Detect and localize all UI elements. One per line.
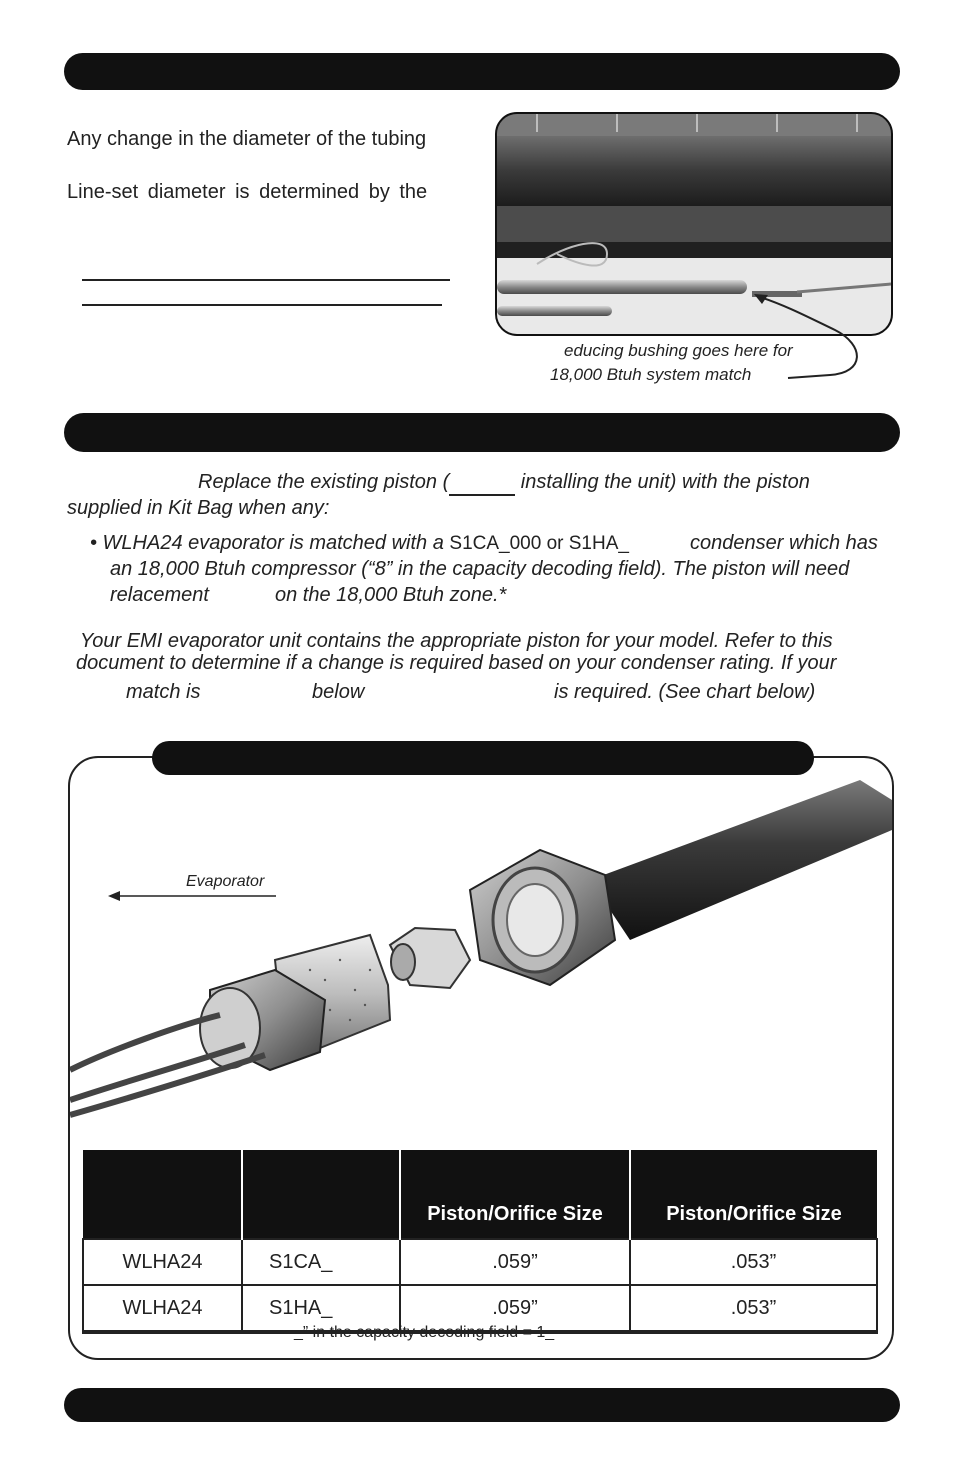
note-line-2: document to determine if a change is required based on your condenser rating. If your	[76, 652, 837, 674]
section1-line-2: Line-set diameter is determined by the	[67, 181, 428, 203]
replace-piston-line-1	[198, 471, 810, 496]
fill-in-line-2	[82, 304, 442, 306]
replace-piston-text-b: installing the unit) with the piston	[515, 471, 810, 493]
section-header-bar-2	[64, 413, 900, 452]
table-header-cell	[83, 1150, 242, 1239]
table-cell: WLHA24	[83, 1239, 242, 1285]
table-header-cell	[242, 1150, 400, 1239]
callout-arrow	[740, 285, 870, 385]
note-line-3b: below	[312, 681, 365, 703]
replace-piston-line-2: supplied in Kit Bag when any:	[67, 497, 330, 519]
section-header-bar-1	[64, 53, 900, 90]
table-cell: .059”	[400, 1285, 630, 1332]
bullet-or: or	[541, 533, 569, 554]
note-line-1: Your EMI evaporator unit contains the appropriate piston for your model. Refer to this	[80, 630, 833, 652]
bullet-line-2: an 18,000 Btuh compressor (“8” in the capacity decoding field). The piston will need	[110, 558, 850, 580]
table-cell: .053”	[630, 1239, 877, 1285]
bullet-text-a: • WLHA24 evaporator is matched with a	[90, 532, 450, 554]
photo-caption-line-2: 18,000 Btuh system match	[550, 365, 752, 384]
table-row	[83, 1239, 877, 1285]
table-header-row	[83, 1150, 877, 1239]
table-header-cell: Piston/Orifice Size	[400, 1150, 630, 1239]
blank-field	[449, 471, 515, 496]
fill-in-line-1	[82, 279, 450, 281]
table-cell: S1HA_	[242, 1285, 400, 1332]
note-line-3c: is required. (See chart below)	[554, 681, 816, 703]
section1-line-1: Any change in the diameter of the tubing	[67, 128, 427, 150]
photo-caption-line-1: educing bushing goes here for	[564, 341, 793, 360]
replace-piston-text-a: Replace the existing piston (	[198, 471, 450, 493]
note-line-3a: match is	[126, 681, 201, 703]
table-cell: S1CA_	[242, 1239, 400, 1285]
table-header-cell: Piston/Orifice Size	[630, 1150, 877, 1239]
bullet-line-1-end: condenser which has	[690, 532, 878, 554]
section-header-bar-4	[64, 1388, 900, 1422]
table-footnote: _” in the capacity decoding field = 1_	[294, 1324, 555, 1341]
piston-assembly-illustration	[70, 770, 892, 1140]
evaporator-label: Evaporator	[186, 873, 265, 890]
piston-size-table	[82, 1150, 878, 1334]
bullet-line-3a: relacement	[110, 584, 209, 606]
bullet-model-1: S1CA_000	[449, 533, 542, 554]
evaporator-arrow	[108, 890, 278, 902]
bullet-line-1	[90, 532, 629, 555]
table-cell: .059”	[400, 1239, 630, 1285]
table-cell: WLHA24	[83, 1285, 242, 1332]
bullet-model-2: S1HA_	[568, 533, 629, 554]
bullet-line-3b: on the 18,000 Btuh zone.*	[275, 584, 507, 606]
table-cell: .053”	[630, 1285, 877, 1332]
